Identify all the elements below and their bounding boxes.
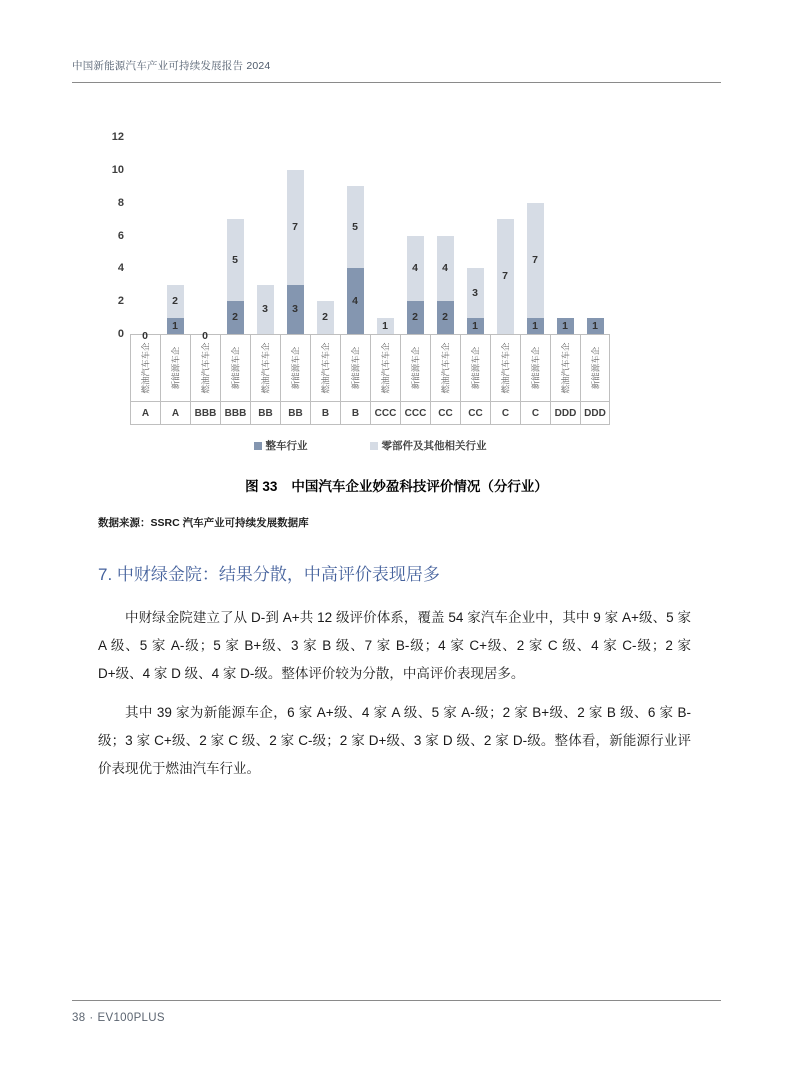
bar-value-label: 3 [472,286,478,299]
bar-column [190,137,220,342]
bar-segment [167,318,184,334]
category-industry-label: 燃油汽车车企 [190,335,220,402]
bar-segment [287,285,304,334]
y-axis-tick-label: 2 [117,295,124,308]
stacked-bar [227,219,244,334]
bar-value-label: 3 [262,303,268,316]
category-industry-label: 燃油汽车车企 [130,335,160,402]
stacked-bar [587,318,604,334]
figure-caption-label: 图 33 [245,479,278,494]
category-industry-label: 新能源车企 [340,335,370,402]
figure-caption [0,475,793,495]
stacked-bar [317,301,334,334]
bar-segment [437,301,454,334]
page-header [72,58,721,83]
y-axis-tick-label: 6 [117,229,124,242]
bar-segment [287,170,304,285]
stacked-bar [167,285,184,334]
legend-swatch [254,442,262,450]
category-rating-label: A [130,402,160,425]
y-axis-tick-label: 8 [117,196,124,209]
category-industry-label: 燃油汽车车企 [550,335,580,402]
bar-plot [130,137,610,342]
stacked-bar [437,236,454,334]
bar-segment [227,301,244,334]
category-industry-label: 新能源车企 [400,335,430,402]
category-industry-label: 燃油汽车车企 [490,335,520,402]
bar-value-label: 4 [412,262,418,275]
bar-value-label: 2 [412,311,418,324]
bar-value-label: 2 [442,311,448,324]
bar-column [490,137,520,334]
bar-column [160,137,190,334]
stacked-bar [467,268,484,334]
bar-segment [497,219,514,334]
legend-label: 整车行业 [265,440,308,452]
category-rating-label: DDD [550,402,580,425]
stacked-bar [527,203,544,334]
stacked-bar [497,219,514,334]
bar-segment [347,186,364,268]
category-rating-label: C [490,402,520,425]
category-rating-label: CCC [400,402,430,425]
y-axis-tick-label: 0 [117,328,124,340]
category-axis-table [130,334,610,425]
bar-segment [317,301,334,334]
bar-column [580,137,610,334]
bar-column [220,137,250,334]
bar-segment [167,285,184,318]
legend-item [254,438,308,453]
category-industry-label: 新能源车企 [520,335,550,402]
figure-caption-text: 中国汽车企业妙盈科技评价情况（分行业） [291,479,548,494]
category-industry-label: 燃油汽车车企 [250,335,280,402]
y-axis [98,131,130,340]
bar-column [310,137,340,334]
bar-column [400,137,430,334]
category-rating-label: B [340,402,370,425]
stacked-bar [287,170,304,334]
bar-column [430,137,460,334]
bar-segment [437,236,454,302]
category-rating-label: BBB [190,402,220,425]
category-rating-label: A [160,402,190,425]
bar-column [370,137,400,334]
bar-value-label: 1 [532,319,538,332]
body-paragraph: 其中 39 家为新能源车企，6 家 A+级、4 家 A 级、5 家 A-级；2 家 B+级、2 家 B 级、6 家 B-级；3 家 C+级、2 家 C 级、2 家 C-级；2 家 D+级、3 家 D 级、2 家 D-级。整体看，新能源行业评价表现优于燃油汽车行业。 [98,705,691,776]
category-rating-label: C [520,402,550,425]
bar-segment [467,318,484,334]
bar-value-label: 1 [562,319,568,332]
bar-column [280,137,310,334]
bar-segment [527,318,544,334]
bar-segment [227,219,244,301]
bar-value-label: 7 [292,221,298,234]
category-industry-label: 新能源车企 [460,335,490,402]
bar-segment [557,318,574,334]
bar-value-label: 1 [172,319,178,332]
report-title: 中国新能源汽车产业可持续发展报告 2024 [72,60,271,72]
bar-value-label: 2 [322,311,328,324]
bar-value-label: 2 [232,311,238,324]
bar-segment [257,285,274,334]
category-industry-label: 新能源车企 [580,335,610,402]
bar-value-label: 4 [442,262,448,275]
bar-value-label: 0 [202,329,208,342]
figure-33-chart [98,131,638,453]
category-industry-label: 燃油汽车车企 [430,335,460,402]
category-industry-label: 新能源车企 [160,335,190,402]
y-axis-tick-label: 4 [117,262,124,275]
stacked-bar [347,186,364,334]
bar-value-label: 7 [502,270,508,283]
category-rating-label: CCC [370,402,400,425]
bar-segment [527,203,544,318]
legend-item [370,438,487,453]
category-industry-label: 新能源车企 [280,335,310,402]
bar-value-label: 5 [232,253,238,266]
footer-brand: EV100PLUS [97,1012,165,1024]
stacked-bar [377,318,394,334]
stacked-bar [257,285,274,334]
y-axis-tick-label: 10 [111,163,124,176]
bar-value-label: 3 [292,303,298,316]
category-industry-label: 燃油汽车车企 [310,335,340,402]
stacked-bar [407,236,424,334]
category-industry-label: 燃油汽车车企 [370,335,400,402]
bar-segment [377,318,394,334]
body-paragraph: 中财绿金院建立了从 D-到 A+共 12 级评价体系，覆盖 54 家汽车企业中，其中 9 家 A+级、5 家 A 级、5 家 A-级；5 家 B+级、3 家 B 级、7 家 B-级；4 家 C+级、2 家 C 级、4 家 C-级；2 家 D+级、4 家 D 级、4 家 D-级。整体评价较为分散，中高评价表现居多。 [98,610,691,681]
y-axis-tick-label: 12 [111,131,124,143]
bar-column [520,137,550,334]
bar-segment [407,301,424,334]
category-rating-label: CC [430,402,460,425]
category-rating-label: CC [460,402,490,425]
footer-separator: · [89,1012,94,1024]
data-source-note: 数据来源：SSRC 汽车产业可持续发展数据库 [98,517,309,529]
legend-label: 零部件及其他相关行业 [381,440,487,452]
category-rating-label: BB [280,402,310,425]
bar-value-label: 2 [172,294,178,307]
bar-value-label: 7 [532,253,538,266]
bar-value-label: 1 [382,319,388,332]
bar-segment [587,318,604,334]
bar-value-label: 0 [142,329,148,342]
bar-column [250,137,280,334]
bar-segment [467,268,484,317]
bar-column [460,137,490,334]
category-rating-label: BB [250,402,280,425]
bar-column [340,137,370,334]
category-rating-label: B [310,402,340,425]
category-rating-label: DDD [580,402,610,425]
category-industry-label: 新能源车企 [220,335,250,402]
bar-value-label: 1 [472,319,478,332]
bar-value-label: 5 [352,221,358,234]
chart-legend [130,438,610,453]
section-heading: 7. 中财绿金院：结果分散，中高评价表现居多 [98,565,440,584]
bar-value-label: 1 [592,319,598,332]
bar-segment [407,236,424,302]
bar-column [550,137,580,334]
page-number: 38 [72,1012,86,1024]
bar-column [130,137,160,342]
legend-swatch [370,442,378,450]
category-rating-label: BBB [220,402,250,425]
bar-value-label: 4 [352,294,358,307]
stacked-bar [557,318,574,334]
bar-segment [347,268,364,334]
page-footer [72,1000,721,1024]
chart-plot-area [98,131,638,342]
